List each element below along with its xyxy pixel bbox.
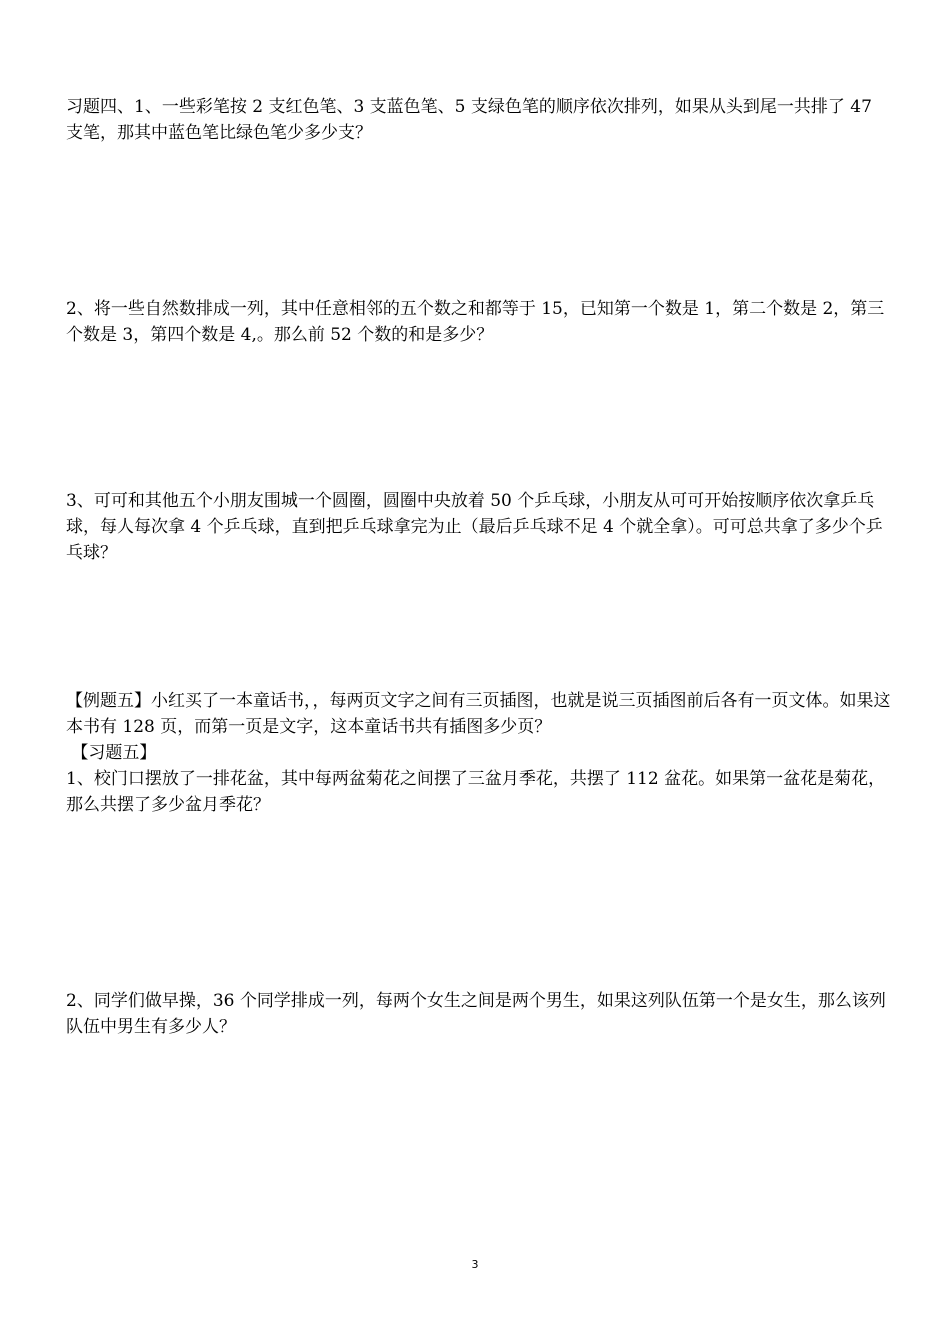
example5-text: 【例题五】小红买了一本童话书，，每两页文字之间有三页插图，也就是说三页插图前后各有一页文体。如果这本书有 128 页，而第一页是文字，这本童话书共有插图多少页？ — [66, 691, 891, 737]
page-number: 3 — [471, 1258, 479, 1271]
exercise5-question-1: 1、校门口摆放了一排花盆，其中每两盆菊花之间摆了三盆月季花，共摆了 112 盆花。如果第一盆花是菊花，那么共摆了多少盆月季花？ — [66, 769, 886, 815]
exercise5-question-2: 2、同学们做早操，36 个同学排成一列，每两个女生之间是两个男生，如果这列队伍第一个是女生，那么该列队伍中男生有多少人？ — [66, 991, 886, 1037]
exercise4-question-3: 3、可可和其他五个小朋友围城一个圆圈，圆圈中央放着 50 个乒乓球，小朋友从可可开始按顺序依次拿乒乓球，每人每次拿 4 个乒乓球，直到把乒乓球拿完为止（最后乒乓球不足 4 个就全拿）。可可总共拿了多少个乒乓球？ — [66, 491, 883, 563]
exercise4-question-1: 习题四、1、一些彩笔按 2 支红色笔、3 支蓝色笔、5 支绿色笔的顺序依次排列，如果从头到尾一共排了 47 支笔，那其中蓝色笔比绿色笔少多少支？ — [66, 97, 872, 143]
exercise5-heading: 【习题五】 — [66, 743, 157, 763]
exercise4-question-2: 2、将一些自然数排成一列，其中任意相邻的五个数之和都等于 15，已知第一个数是 1，第二个数是 2，第三个数是 3，第四个数是 4,。那么前 52 个数的和是多少？ — [66, 299, 885, 345]
